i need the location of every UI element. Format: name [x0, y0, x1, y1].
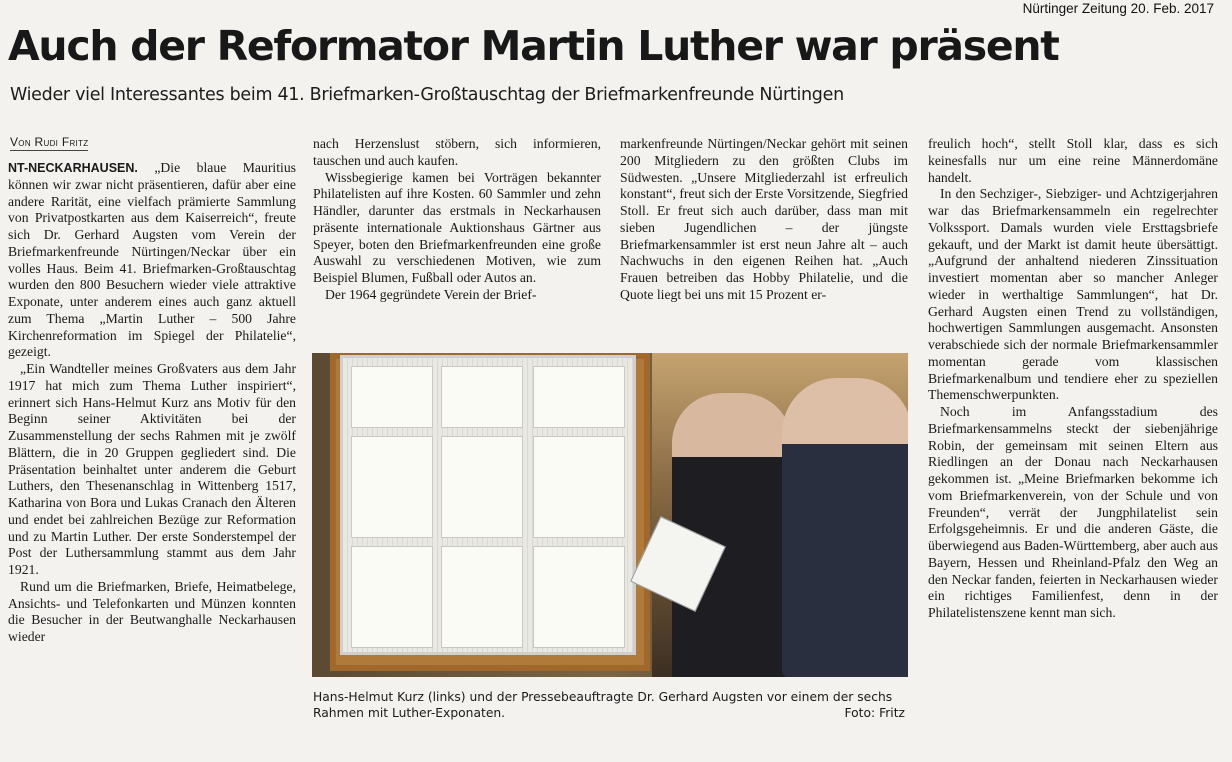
article-paragraph: „Ein Wandteller meines Großvaters aus dem Jahr 1917 hat mich zum Thema Luther inspiriert“, erinnert sich Hans-Helmut Kurz ans Motiv für den Beginn seiner Aktivitäten bei der Zusammenstellung der sechs Rahmen mit je zwölf Blättern, die in 20 Gruppen gegliedert sind. Die Präsentation beinhaltet unter anderem die Geburt Luthers, den Thesenanschlag in Wittenberg 1517, Katharina von Bora und Lukas Cranach den Älteren und endet bei zahlreichen Bezüge zur Reformation und zu Martin Luther. Der erste Sonderstempel der Post der Luthersammlung stammt aus dem Jahr 1921. — [8, 361, 296, 577]
article-paragraph: Rund um die Briefmarken, Briefe, Heimatbelege, Ansichts- und Telefonkarten und Münzen konnten die Besucher in der Beutwanghalle Neckarhausen wieder — [8, 578, 296, 644]
article-paragraph: freulich hoch“, stellt Stoll klar, dass es sich keinesfalls nur um eine reine Männerdomäne handelt. — [928, 136, 1218, 185]
subheadline: Wieder viel Interessantes beim 41. Briefmarken-Großtauschtag der Briefmarkenfreunde Nürtingen — [10, 85, 844, 105]
article-paragraph: In den Sechziger-, Siebziger- und Achtzigerjahren war das Briefmarkensammeln ein regelrechter Volkssport. Damals wurden viele Ersttagsbriefe gekauft, und der Markt ist damit heute übersättigt. „Aufgrund der anhaltend niederen Zinssituation investiert momentan aber so mancher Anleger wieder in werthaltige Sammlungen“, hat Dr. Gerhard Augsten einen Trend zu vollständigen, hochwertigen Sammlungen ausgemacht. Ansonsten verabschiede sich der normale Briefmarkensammler momentan gerade vom klassischen Briefmarkenalbum und tendiere eher zu speziellen Themenschwerpunkten. — [928, 186, 1218, 403]
article-paragraph: Wissbegierige kamen bei Vorträgen bekannter Philatelisten auf ihre Kosten. 60 Sammler und zehn Händler, darunter das erstmals in Neckarhausen präsente internationale Auktionshaus Gärtner aus Speyer, boten den Briefmarkenfreunden eine große Auswahl zu verschiedenen Motiven, wie zum Beispiel Blumen, Fußball oder Autos an. — [313, 169, 601, 285]
article-paragraph: nach Herzenslust stöbern, sich informieren, tauschen und auch kaufen. — [313, 136, 601, 168]
caption-text: Hans-Helmut Kurz (links) und der Pressebeauftragte Dr. Gerhard Augsten vor einem der sechs Rahmen mit Luther-Exponaten. — [313, 690, 893, 720]
exhibit-sheet — [533, 546, 625, 648]
article-column-2 — [313, 136, 601, 304]
article-paragraph: markenfreunde Nürtingen/Neckar gehört mit seinen 200 Mitgliedern zu den größten Clubs im Südwesten. „Unsere Mitgliederzahl ist erfreulich konstant“, freut sich der Erste Vorsitzende, Siegfried Stoll. Er freut sich auch darüber, dass man mit sieben Jugendlichen – der jüngste Briefmarkensammler ist erst neun Jahre alt – auch Nachwuchs in den eigenen Reihen hat. „Auch Frauen betreiben das Hobby Philatelie, und die Quote liegt bei uns mit 15 Prozent er- — [620, 136, 908, 302]
exhibit-sheet — [533, 366, 625, 428]
exhibit-sheet — [533, 436, 625, 538]
article-paragraph: Der 1964 gegründete Verein der Brief- — [325, 286, 537, 302]
exhibit-sheet — [441, 436, 523, 538]
exhibit-sheet — [441, 366, 523, 428]
exhibit-sheet — [351, 366, 433, 428]
photo-credit: Foto: Fritz — [844, 706, 905, 720]
newspaper-source: Nürtinger Zeitung 20. Feb. 2017 — [1022, 1, 1214, 16]
article-column-3 — [620, 136, 908, 304]
photo-caption — [313, 689, 909, 721]
headline: Auch der Reformator Martin Luther war präsent — [8, 22, 1059, 70]
byline: Von Rudi Fritz — [10, 135, 89, 149]
article-paragraph — [8, 160, 296, 361]
exhibit-sheet — [351, 436, 433, 538]
stamp-exhibit-board — [340, 355, 636, 655]
exhibit-sheet — [441, 546, 523, 648]
person-right — [782, 378, 908, 677]
article-column-4 — [928, 136, 1218, 622]
article-paragraph: Noch im Anfangsstadium des Briefmarkensammelns steckt der siebenjährige Robin, der gemeinsam mit seinen Eltern aus Riedlingen an der Donau nach Neckarhausen gekommen ist. „Meine Briefmarken bekomme ich vom Briefmarkenverein, von der Schule und von Freunden“, verrät der Jungphilatelist sein Erfolgsgeheimnis. Er und die anderen Gäste, die überwiegend aus Baden-Württemberg, aber auch aus Bayern, Hessen und Rheinland-Pfalz den Weg an den Neckar fanden, feierten in Neckarhausen wieder ein richtiges Familienfest, denn in der Philatelistenszene kennt man sich. — [928, 404, 1218, 620]
exhibit-sheet — [351, 546, 433, 648]
paragraph-text: „Die blaue Mauritius können wir zwar nicht präsentieren, dafür aber eine andere Rarität, eine vielfach prämierte Sammlung von Privatpostkarten aus dem Kaiserreich“, freute sich Dr. Gerhard Augsten vom Verein der Briefmarkenfreunde Nürtingen/Neckar über ein volles Haus. Beim 41. Briefmarken-Großtauschtag wurden den 800 Besuchern wieder viele attraktive Exponate, unter anderem eines auch ganz aktuell zum Thema „Martin Luther – 500 Jahre Kirchenreformation im Spiegel der Philatelie“, gezeigt. — [8, 160, 296, 360]
dateline: NT-NECKARHAUSEN. — [8, 161, 138, 175]
article-photo — [312, 353, 908, 677]
article-column-1 — [8, 160, 296, 646]
